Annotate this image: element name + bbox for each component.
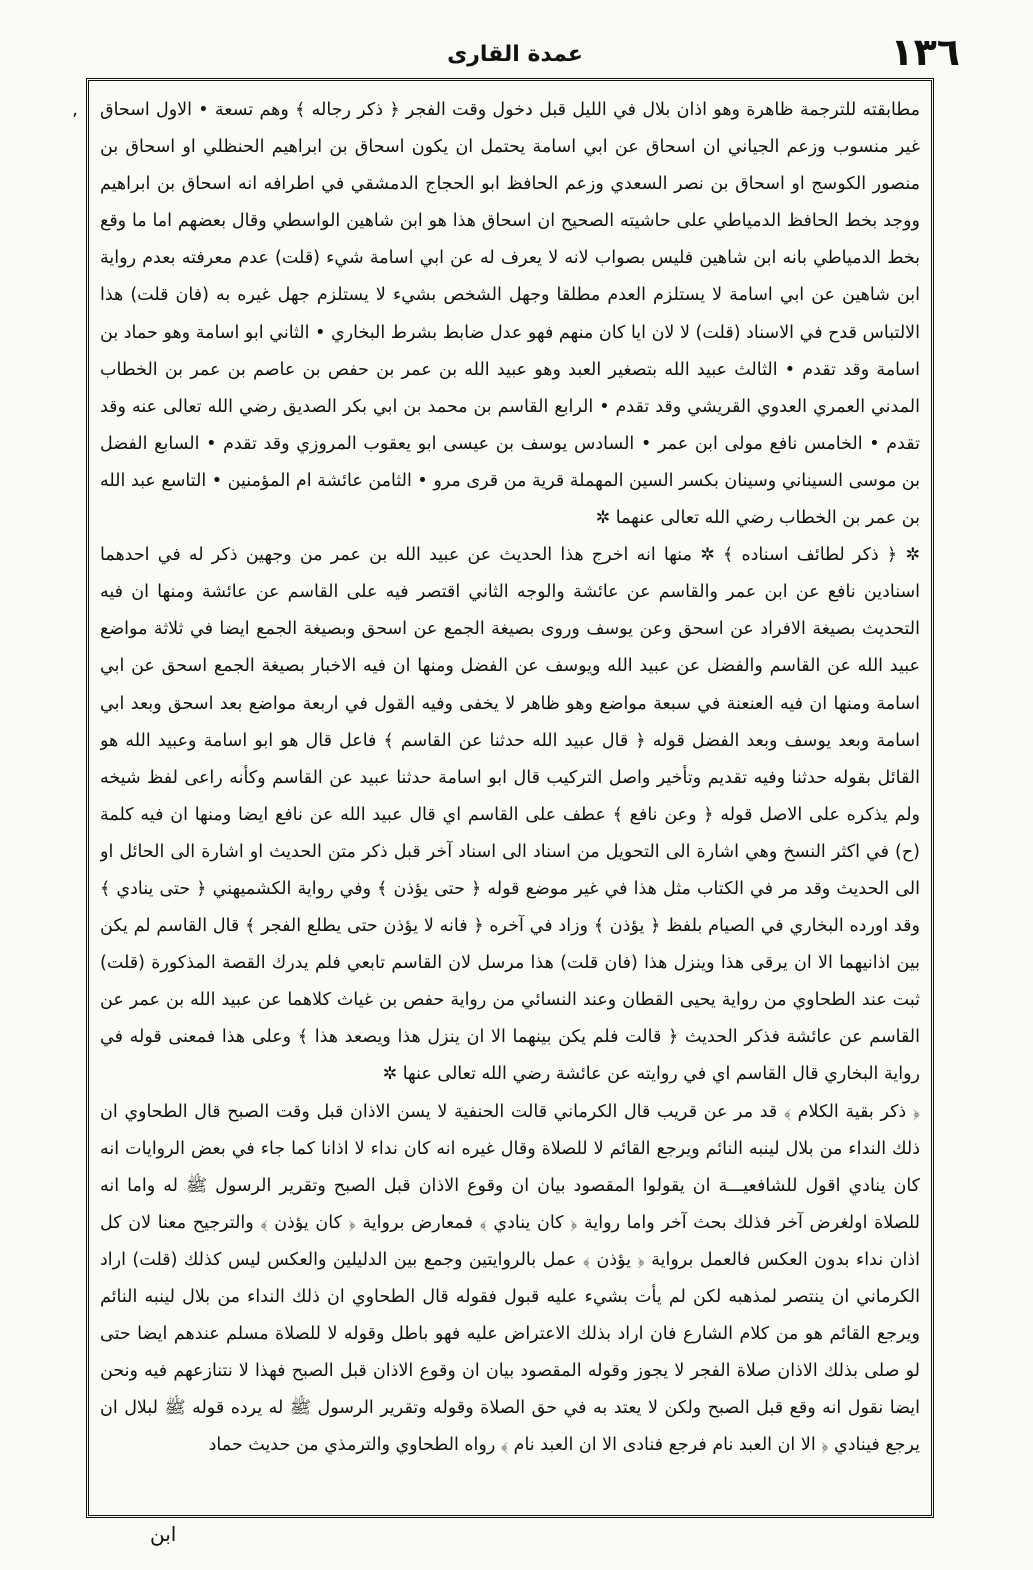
paragraph-remaining-discussion: ﴿ ذكر بقية الكلام ﴾ قد مر عن قريب قال الكرماني قالت الحنفية لا يسن الاذان قبل وقت الصبح قال الطحاوي ان ذلك النداء من بلال لينبه النائم ويرجع القائم لا للصلاة وقال غيره انه كان نداء لا اذانا كما جاء في بعض الروايات انه كان ينادي اقول للشافعيـــة ان يقولوا المقصود بيان ان وقوع الاذان قبل الصبح وتقرير الرسول ﷺ له واما انه للصلاة اولغرض آخر فذلك بحث آخر واما رواية ﴿ كان ينادي ﴾ فمعارض برواية ﴿ كان يؤذن ﴾ والترجيح معنا لان كل اذان نداء بدون العكس فالعمل برواية ﴿ يؤذن ﴾ عمل بالروايتين وجمع بين الدليلين والعكس ليس كذلك (قلت) اراد الكرماني ان ينتصر لمذهبه لكن لم يأت بشيء عليه قبول فقوله قال الطحاوي ان ذلك النداء من بلال لينبه النائم ويرجع القائم هو من كلام الشارع فان اراد بذلك الاعتراض عليه فهو باطل وقوله لا للصلاة مسلم عندهم ايضا حتى لو صلى بذلك الاذان صلاة الفجر لا يجوز وقوله المقصود بيان ان وقوع الاذان قبل الصبح فهذا لا نتنازعهم فيه ونحن ايضا نقول انه وقع قبل الصبح ولكن لا يعتد به في حق الصلاة وقوله وتقرير الرسول ﷺ له يرده قوله ﷺ لبلال ان يرجع فينادي ﴿ الا ان العبد نام فرجع فنادى الا ان العبد نام ﴾ رواه الطحاوي والترمذي من حديث حماد xyxy=(100,1101,920,1456)
body-text xyxy=(100,92,920,1502)
paragraph-narrators: مطابقته للترجمة ظاهرة وهو اذان بلال في الليل قبل دخول وقت الفجر ﴿ ذكر رجاله ﴾ وهم تسعة • الاول اسحاق غير منسوب وزعم الجياني ان اسحاق عن ابي اسامة يحتمل ان يكون اسحاق بن ابراهيم الحنظلي او اسحاق بن منصور الكوسج او اسحاق بن نصر السعدي وزعم الحافظ ابو الحجاج الدمشقي في اطرافه انه اسحاق بن ابراهيم ووجد بخط الحافظ الدمياطي على حاشيته الصحيح ان اسحاق هذا هو ابن شاهين الواسطي وقال بعضهم اما ما وقع بخط الدمياطي بانه ابن شاهين فليس بصواب لانه لا يعرف له عن ابي اسامة شيء (قلت) عدم معرفته بعدم رواية ابن شاهين عن ابي اسامة لا يستلزم العدم مطلقا وجهل الشخص بشيء لا يستلزم جهل غيره به (فان قلت) هذا الالتباس قدح في الاسناد (قلت) لا لان ايا كان منهم فهو عدل ضابط بشرط البخاري • الثاني ابو اسامة وهو حماد بن اسامة وقد تقدم • الثالث عبيد الله بتصغير العبد وهو عبيد الله بن عمر بن حفص بن عاصم بن عمر بن الخطاب المدني العمري العدوي القريشي وقد تقدم • الرابع القاسم بن محمد بن ابي بكر الصديق رضي الله تعالى عنه وقد تقدم • الخامس نافع مولى ابن عمر • السادس يوسف بن عيسى ابو يعقوب المروزي وقد تقدم • السابع الفضل بن موسى السيناني وسينان بكسر السين المهملة قرية من قرى مرو • الثامن عائشة ام المؤمنين • التاسع عبد الله بن عمر بن الخطاب رضي الله تعالى عنهما ✲ xyxy=(100,100,920,529)
margin-mark: ʼ xyxy=(72,110,78,131)
catchword: ابن xyxy=(150,1522,177,1546)
page-number: ١٣٦ xyxy=(890,30,960,74)
running-title: عمدة القارى xyxy=(447,42,583,67)
page-header xyxy=(70,30,960,80)
paragraph-chain-subtleties: ✲ ﴿ ذكر لطائف اسناده ﴾ ✲ منها انه اخرج هذا الحديث عن عبيد الله بن عمر من وجهين ذكر له في احدهما اسنادين نافع عن ابن عمر والقاسم عن عائشة والوجه الثاني اقتصر فيه على القاسم عن عائشة ومنها ان فيه التحديث بصيغة الافراد عن اسحق وعن يوسف وروى بصيغة الجمع عن اسحق وبصيغة الجمع ايضا في ثلاثة مواضع عبيد الله عن القاسم والفضل عن عبيد الله ويوسف عن الفضل ومنها ان فيه الاخبار بصيغة الجمع اسحق عن ابي اسامة ومنها ان فيه العنعنة في سبعة مواضع وهو ظاهر لا يخفى وفيه القول في اربعة مواضع بعد اسحق وبعد ابي اسامة وبعد يوسف وبعد الفضل قوله ﴿ قال عبيد الله حدثنا عن القاسم ﴾ فاعل قال هو ابو اسامة وعبيد الله هو القائل بقوله حدثنا وفيه تقديم وتأخير واصل التركيب قال ابو اسامة حدثنا عبيد عن القاسم وكأنه راعى لفظ شيخه ولم يذكره على الاصل قوله ﴿ وعن نافع ﴾ عطف على القاسم اي قال عبيد الله عن نافع ايضا ومنها ان فيه كلمة (ح) في اكثر النسخ وهي اشارة الى التحويل من اسناد الى اسناد آخر قبل ذكر متن الحديث او اشارة الى الحائل او الى الحديث وقد مر في الكتاب مثل هذا في غير موضع قوله ﴿ حتى يؤذن ﴾ وفي رواية الكشميهني ﴿ حتى ينادي ﴾ وقد اورده البخاري في الصيام بلفظ ﴿ يؤذن ﴾ وزاد في آخره ﴿ فانه لا يؤذن حتى يطلع الفجر ﴾ قال القاسم لم يكن بين اذانيهما الا ان يرقى هذا وينزل هذا (فان قلت) هذا مرسل لان القاسم تابعي فلم يدرك القصة المذكورة (قلت) ثبت عند الطحاوي من رواية يحيى القطان وعند النسائي من رواية حفص بن غياث كلاهما عن عبيد الله بن عمر عن القاسم عن عائشة فذكر الحديث ﴿ قالت فلم يكن بينهما الا ان ينزل هذا ويصعد هذا ﴾ وعلى هذا فمعنى قوله في رواية البخاري قال القاسم اي في روايته عن عائشة رضي الله تعالى عنها ✲ xyxy=(100,545,920,1085)
